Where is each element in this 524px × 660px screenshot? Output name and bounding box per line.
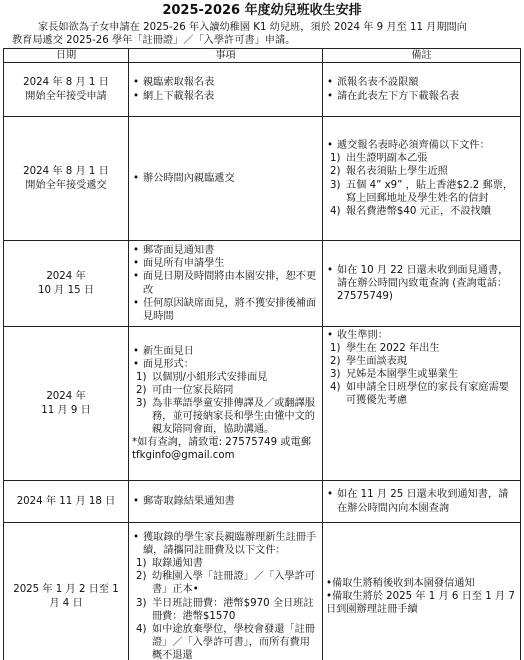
list-item: • 郵寄面見通知書 bbox=[132, 244, 319, 257]
numbered-item: 2) 學生面談表現 bbox=[330, 356, 408, 368]
remark-line: •備取生將於 2025 年 1 月 6 日至 1 月 7 日到園辦理註冊手續 bbox=[326, 590, 515, 616]
table-row bbox=[4, 117, 521, 241]
date-line: 2024 年 bbox=[46, 271, 86, 283]
numbered-item: 1) 以個別/小組形式安排面見 bbox=[136, 371, 268, 383]
list-item: • 請在此表左下方下載報名表 bbox=[326, 90, 517, 103]
numbered-item: 3) 兄姊是本園學生或畢業生 bbox=[330, 369, 459, 381]
numbered-item: 1) 出生證明副本乙張 bbox=[330, 153, 428, 165]
date-cell bbox=[4, 523, 129, 660]
list-item: • 收生準則： bbox=[326, 329, 517, 342]
intro-paragraph bbox=[12, 21, 520, 48]
date-cell bbox=[4, 327, 129, 481]
table-row bbox=[4, 63, 521, 117]
date-cell bbox=[4, 117, 129, 241]
list-item: • 面見所有申請學生 bbox=[132, 257, 319, 270]
date-line: 月 4 日 bbox=[49, 597, 83, 609]
table-row bbox=[4, 481, 521, 523]
item-cell bbox=[129, 481, 323, 523]
list-item: • 面見形式： bbox=[132, 358, 319, 371]
list-item: • 派報名表不設限額 bbox=[326, 76, 517, 89]
date-line: 2024 年 8 月 1 日 bbox=[23, 166, 109, 178]
date-line: 2025 年 1 月 2 日至 1 bbox=[13, 584, 119, 596]
list-item: • 親臨索取報名表 bbox=[132, 76, 319, 89]
date-line: 10 月 15 日 bbox=[37, 284, 95, 296]
list-item: • 遞交報名表時必須齊備以下文件： bbox=[326, 139, 517, 152]
remark-cell bbox=[323, 117, 521, 241]
list-item: • 獲取錄的學生家長親臨辦理新生註冊手續，請攜同註冊費及以下文件： bbox=[132, 531, 319, 557]
remark-cell bbox=[323, 327, 521, 481]
date-line: 開始全年接受遞交 bbox=[25, 179, 107, 191]
date-cell bbox=[4, 241, 129, 327]
intro-line-1: 家長如欲為子女申請在 2025-26 年入讀幼稚園 K1 幼兒班，須於 2024 年 9 月至 11 月期間向 bbox=[38, 22, 467, 33]
numbered-item: 2) 報名表須貼上學生近照 bbox=[330, 166, 448, 178]
item-cell bbox=[129, 63, 323, 117]
item-cell bbox=[129, 117, 323, 241]
item-cell bbox=[129, 523, 323, 660]
table-header-row bbox=[4, 49, 521, 63]
remark-line: •備取生將稍後收到本園發信通知 bbox=[326, 577, 475, 589]
remark-cell bbox=[323, 63, 521, 117]
numbered-item: 2) 幼稚園入學「註冊證」／「入學許可書」正本• bbox=[136, 571, 315, 596]
numbered-item: 2) 可由一位家長陪同 bbox=[136, 384, 234, 396]
list-item: • 面見日期及時間將由本園安排，恕不更改 bbox=[132, 270, 319, 296]
numbered-item: 4) 報名費港幣$40 元正，不設找贖 bbox=[330, 205, 491, 217]
date-line: 2024 年 11 月 18 日 bbox=[16, 495, 116, 507]
header-remark: 備註 bbox=[323, 49, 521, 63]
list-item: • 任何原因缺席面見，將不獲安排後補面見時間 bbox=[132, 297, 319, 323]
remark-cell bbox=[323, 523, 521, 660]
numbered-item: 3) 五個 4” x9” ，貼上香港$2.2 郵票，寫上回郵地址及學生姓名的信封 bbox=[330, 179, 514, 204]
numbered-item: 4) 如申請全日班學位的家長有家庭需要可獲優先考慮 bbox=[330, 382, 509, 407]
page-title: 2025-2026 年度幼兒班收生安排 bbox=[162, 3, 362, 18]
date-line: 開始全年接受申請 bbox=[25, 90, 107, 102]
numbered-item: 3) 為非華語學童安排傳譯及／或翻譯服務，並可接納家長和學生由懂中文的親友陪同會面，協助溝通。 bbox=[136, 397, 315, 436]
item-cell bbox=[129, 241, 323, 327]
table-row bbox=[4, 241, 521, 327]
contact-note: *如有查詢，請致電: 27575749 或電郵 tfkginfo@gmail.com bbox=[132, 437, 311, 462]
numbered-item: 1) 取錄通知書 bbox=[136, 558, 203, 570]
date-cell bbox=[4, 63, 129, 117]
list-item: • 新生面見日 bbox=[132, 345, 319, 358]
list-item: • 辦公時間內親臨遞交 bbox=[132, 172, 319, 185]
numbered-item: 1) 學生在 2022 年出生 bbox=[330, 343, 440, 355]
remark-cell bbox=[323, 481, 521, 523]
numbered-item: 4) 如中途放棄學位，學校會發還「註冊證」／「入學許可書」，而所有費用概不退還 bbox=[136, 623, 315, 660]
remark-cell bbox=[323, 241, 521, 327]
list-item: • 網上下載報名表 bbox=[132, 90, 319, 103]
table-row bbox=[4, 327, 521, 481]
date-line: 11 月 9 日 bbox=[41, 404, 91, 416]
intro-line-2: 教育局遞交 2025-26 學年「註冊證」／「入學許可書」申請。 bbox=[12, 35, 296, 47]
table-row bbox=[4, 523, 521, 660]
list-item: • 如在 11 月 25 日還未收到通知書，請在辦公時間內向本園查詢 bbox=[326, 488, 517, 514]
date-line: 2024 年 bbox=[46, 391, 86, 403]
list-item: • 郵寄取錄結果通知書 bbox=[132, 495, 319, 508]
item-cell bbox=[129, 327, 323, 481]
header-item: 事項 bbox=[129, 49, 323, 63]
list-item: • 如在 10 月 22 日還未收到面見通書，請在辦公時間內致電查詢 (查詢電話：27575749) bbox=[326, 264, 517, 303]
date-cell bbox=[4, 481, 129, 523]
numbered-item: 3) 半日班註冊費：港幣$970 全日班註冊費：港幣$1570 bbox=[136, 597, 314, 622]
header-date: 日期 bbox=[4, 49, 129, 63]
admission-schedule-table bbox=[3, 48, 521, 660]
date-line: 2024 年 8 月 1 日 bbox=[23, 77, 109, 89]
